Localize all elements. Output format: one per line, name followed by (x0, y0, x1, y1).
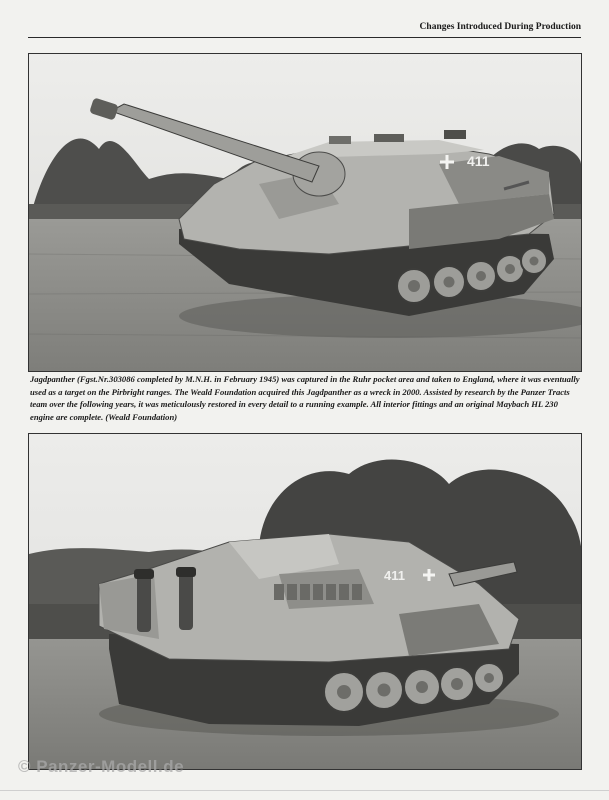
watermark: © Panzer-Modell.de (18, 757, 185, 776)
running-header: Changes Introduced During Production (419, 22, 581, 32)
bottom-rule (0, 790, 609, 791)
photo-caption: Jagdpanther (Fgst.Nr.303086 completed by M.N.H. in February 1945) was captured in the Ruhr pocket area and taken to England, where it was eventually used as a target on the Pirbright ranges. The Weald Foundation acquired this Jagdpanther as a wreck in 2000. Assisted by research by the Panzer Tracts team over the following years, it was meticulously restored in every detail to a running example. All interior fittings and an original Maybach HL 230 engine are complete. (Weald Foundation) (30, 374, 580, 422)
photo-front-illustration (29, 54, 581, 371)
header-rule (28, 37, 581, 38)
hull-number-bottom: 411 (384, 568, 405, 583)
hull-number-top: 411 (467, 153, 490, 169)
photo-jagdpanther-rear (28, 433, 582, 770)
photo-jagdpanther-front (28, 53, 582, 372)
photo-rear-illustration (29, 434, 581, 769)
